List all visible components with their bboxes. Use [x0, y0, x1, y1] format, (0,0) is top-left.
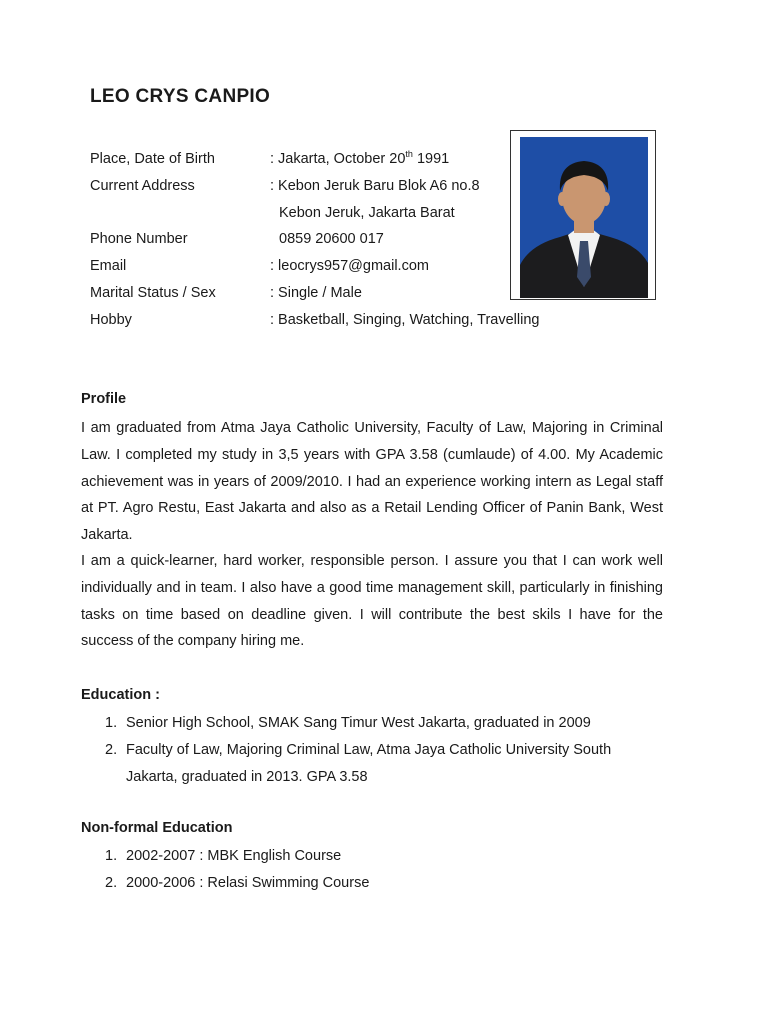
- education-title: Education :: [81, 687, 160, 703]
- hobby-label: Hobby: [90, 311, 132, 328]
- marital-row: [90, 280, 539, 307]
- portrait-illustration: [520, 137, 648, 298]
- address-line1: : Kebon Jeruk Baru Blok A6 no.8: [270, 177, 480, 194]
- email-value: : leocrys957@gmail.com: [270, 258, 429, 275]
- list-item: [81, 710, 641, 737]
- profile-paragraph-1: I am graduated from Atma Jaya Catholic University, Faculty of Law, Majoring in Criminal Law. I completed my study in 3,5 years with GPA 3.58 (cumlaude) of 4.00. My Academic achievement was in years of 2009/2010. I had an experience working intern as Legal staff at PT. Agro Restu, East Jakarta and also as a Retail Lending Officer of Panin Bank, West Jakarta.: [81, 420, 663, 544]
- marital-value: : Single / Male: [270, 284, 362, 301]
- list-number: 2.: [105, 874, 118, 891]
- list-item: [81, 737, 641, 791]
- list-text: 2000-2006 : Relasi Swimming Course: [126, 874, 370, 891]
- phone-label: Phone Number: [90, 231, 188, 248]
- list-number: 1.: [105, 848, 118, 864]
- birth-label: Place, Date of Birth: [90, 151, 215, 167]
- address-row: [90, 173, 539, 200]
- address-label: Current Address: [90, 177, 195, 194]
- profile-photo: [520, 137, 648, 298]
- hobby-value: : Basketball, Singing, Watching, Travelling: [270, 311, 540, 328]
- phone-row: [90, 226, 539, 253]
- email-label: Email: [90, 258, 127, 275]
- email-row: [90, 253, 539, 280]
- list-number: 1.: [105, 715, 118, 731]
- photo-frame: [510, 130, 656, 300]
- list-item: [81, 870, 641, 897]
- birth-value: [270, 146, 449, 173]
- list-text: Faculty of Law, Majoring Criminal Law, Atma Jaya Catholic University South Jakarta, graduated in 2013. GPA 3.58: [126, 741, 612, 785]
- address-spacer: [90, 200, 270, 227]
- birth-value-main: : Jakarta, October 20: [270, 151, 406, 167]
- marital-label: Marital Status / Sex: [90, 284, 216, 301]
- birth-row: [90, 146, 539, 173]
- address-line2: Kebon Jeruk, Jakarta Barat: [279, 204, 455, 221]
- applicant-name: LEO CRYS CANPIO: [90, 86, 271, 107]
- birth-value-ordinal: th: [405, 149, 413, 159]
- hobby-row: [90, 307, 539, 334]
- nonformal-title: Non-formal Education: [81, 820, 233, 836]
- education-list: [81, 710, 641, 790]
- profile-title: Profile: [81, 391, 127, 407]
- nonformal-list: [81, 843, 641, 897]
- list-text: 2002-2007 : MBK English Course: [126, 848, 342, 864]
- address-row-2: [90, 200, 539, 227]
- birth-value-year: 1991: [412, 151, 450, 167]
- list-number: 2.: [105, 741, 118, 758]
- list-item: [81, 843, 641, 870]
- list-text: Senior High School, SMAK Sang Timur West Jakarta, graduated in 2009: [126, 715, 591, 731]
- profile-paragraph-2: I am a quick-learner, hard worker, responsible person. I assure you that I can work well individually and in team. I also have a good time management skill, particularly in finishing tasks on time based on deadline given. I will contribute the best skils I have for the success of the company hiring me.: [81, 553, 663, 650]
- personal-info: [90, 146, 539, 334]
- phone-value: 0859 20600 017: [279, 231, 384, 248]
